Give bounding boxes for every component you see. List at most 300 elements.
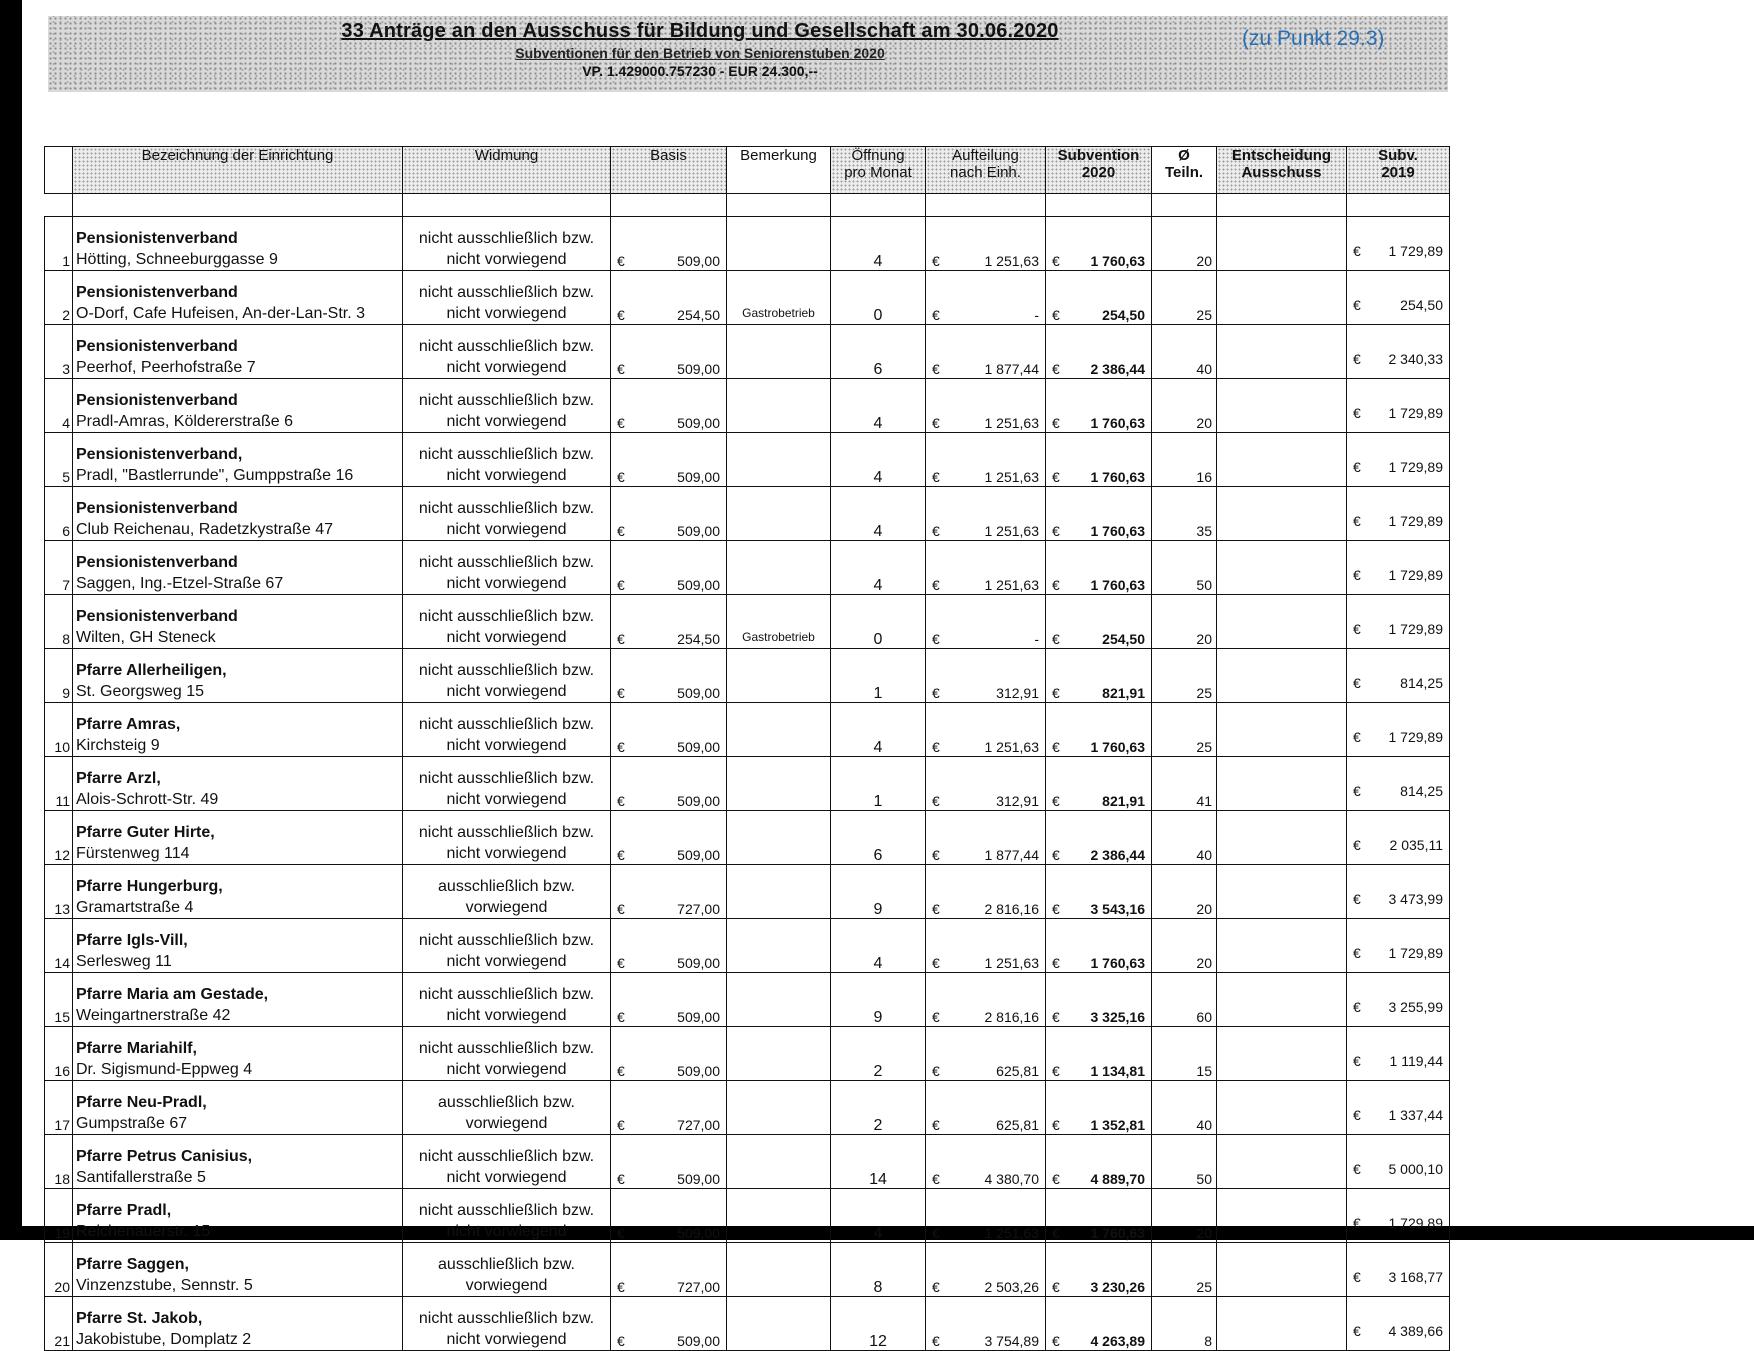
entscheidung-cell[interactable] xyxy=(1217,973,1347,1027)
row-number: 1 xyxy=(45,217,73,271)
basis-cell xyxy=(611,1189,727,1243)
currency-symbol: € xyxy=(617,1279,625,1295)
widmung-cell xyxy=(403,487,611,541)
subvention-cell xyxy=(1046,1297,1152,1351)
widmung-line-1: ausschließlich bzw. xyxy=(438,1094,575,1111)
widmung-line-1: nicht ausschließlich bzw. xyxy=(418,284,595,301)
facility-name-cell xyxy=(73,649,403,703)
basis-cell xyxy=(611,757,727,811)
currency-symbol: € xyxy=(617,1009,625,1025)
aufteilung-value: 1 251,63 xyxy=(984,955,1039,971)
basis-cell xyxy=(611,649,727,703)
table-row xyxy=(45,1189,1450,1243)
subvention-value: 1 760,63 xyxy=(1090,577,1145,593)
subvention-value: 4 889,70 xyxy=(1090,1171,1145,1187)
currency-symbol: € xyxy=(932,1063,940,1079)
entscheidung-cell[interactable] xyxy=(1217,595,1347,649)
widmung-cell xyxy=(403,1297,611,1351)
table-row xyxy=(45,757,1450,811)
currency-symbol: € xyxy=(932,1225,940,1241)
bemerkung-cell xyxy=(727,541,831,595)
aufteilung-value: - xyxy=(1034,631,1039,647)
organization-name: Pfarre Maria am Gestade, xyxy=(76,986,269,1003)
widmung-cell xyxy=(403,703,611,757)
bemerkung-cell xyxy=(727,1027,831,1081)
bemerkung-cell xyxy=(727,325,831,379)
aufteilung-value: 2 816,16 xyxy=(984,901,1039,917)
currency-symbol: € xyxy=(617,253,625,269)
oeffnung-cell: 4 xyxy=(831,379,926,433)
currency-symbol: € xyxy=(932,1117,940,1133)
facility-name-cell xyxy=(73,541,403,595)
currency-symbol: € xyxy=(1052,847,1060,863)
widmung-cell xyxy=(403,541,611,595)
organization-name: Pensionistenverband, xyxy=(76,446,243,463)
widmung-line-1: nicht ausschließlich bzw. xyxy=(418,1310,595,1327)
subvention-cell xyxy=(1046,919,1152,973)
widmung-line-2: nicht vorwiegend xyxy=(446,737,567,754)
currency-symbol: € xyxy=(1353,1269,1361,1285)
currency-symbol: € xyxy=(1353,1215,1361,1231)
teilnehmer-cell: 40 xyxy=(1152,1081,1217,1135)
row-number: 14 xyxy=(45,919,73,973)
row-number: 6 xyxy=(45,487,73,541)
currency-symbol: € xyxy=(1353,783,1361,799)
currency-symbol: € xyxy=(1353,1161,1361,1177)
bemerkung-cell xyxy=(727,433,831,487)
widmung-cell xyxy=(403,1027,611,1081)
aufteilung-value: - xyxy=(1034,307,1039,323)
aufteilung-value: 2 816,16 xyxy=(984,1009,1039,1025)
spacer-cell xyxy=(831,194,926,217)
currency-symbol: € xyxy=(617,847,625,863)
aufteilung-cell xyxy=(926,1027,1046,1081)
aufteilung-cell xyxy=(926,649,1046,703)
entscheidung-cell[interactable] xyxy=(1217,703,1347,757)
table-row xyxy=(45,487,1450,541)
currency-symbol: € xyxy=(1052,955,1060,971)
subsidy-table-wrapper xyxy=(44,146,1450,1351)
entscheidung-cell[interactable] xyxy=(1217,433,1347,487)
entscheidung-cell[interactable] xyxy=(1217,379,1347,433)
oeffnung-cell: 0 xyxy=(831,595,926,649)
subv2019-value: 1 119,44 xyxy=(1389,1053,1443,1069)
organization-name: Pensionistenverband xyxy=(76,500,238,517)
table-row xyxy=(45,865,1450,919)
oeffnung-cell: 8 xyxy=(831,1243,926,1297)
entscheidung-cell[interactable] xyxy=(1217,649,1347,703)
widmung-line-2: nicht vorwiegend xyxy=(446,1061,567,1078)
widmung-line-2: nicht vorwiegend xyxy=(446,683,567,700)
currency-symbol: € xyxy=(617,739,625,755)
facility-address: Santifallerstraße 5 xyxy=(76,1169,206,1186)
basis-value: 509,00 xyxy=(677,793,720,809)
widmung-cell xyxy=(403,217,611,271)
table-row xyxy=(45,271,1450,325)
aufteilung-value: 625,81 xyxy=(996,1117,1039,1133)
subv2019-value: 1 729,89 xyxy=(1388,513,1443,529)
organization-name: Pensionistenverband xyxy=(76,608,238,625)
aufteilung-value: 1 251,63 xyxy=(984,577,1039,593)
basis-cell xyxy=(611,1243,727,1297)
subv2019-cell xyxy=(1347,919,1450,973)
bemerkung-cell xyxy=(727,1189,831,1243)
aufteilung-cell xyxy=(926,325,1046,379)
teilnehmer-cell: 8 xyxy=(1152,1297,1217,1351)
basis-value: 509,00 xyxy=(677,415,720,431)
teilnehmer-cell: 15 xyxy=(1152,1027,1217,1081)
currency-symbol: € xyxy=(617,415,625,431)
widmung-line-2: nicht vorwiegend xyxy=(446,467,567,484)
widmung-line-2: nicht vorwiegend xyxy=(446,791,567,808)
row-number: 19 xyxy=(45,1189,73,1243)
spacer-cell xyxy=(727,194,831,217)
currency-symbol: € xyxy=(1052,1063,1060,1079)
currency-symbol: € xyxy=(1052,1117,1060,1133)
entscheidung-cell[interactable] xyxy=(1217,757,1347,811)
spacer-cell xyxy=(403,194,611,217)
table-row xyxy=(45,595,1450,649)
organization-name: Pfarre Hungerburg, xyxy=(76,878,223,895)
subv2019-cell xyxy=(1347,433,1450,487)
spacer-cell xyxy=(1152,194,1217,217)
widmung-cell xyxy=(403,649,611,703)
widmung-cell xyxy=(403,1135,611,1189)
aufteilung-value: 1 251,63 xyxy=(984,415,1039,431)
widmung-line-2: nicht vorwiegend xyxy=(446,1007,567,1024)
subv2019-cell xyxy=(1347,1243,1450,1297)
subv2019-value: 1 729,89 xyxy=(1388,945,1443,961)
entscheidung-cell[interactable] xyxy=(1217,1243,1347,1297)
widmung-line-2: nicht vorwiegend xyxy=(446,845,567,862)
entscheidung-cell[interactable] xyxy=(1217,1027,1347,1081)
subv2019-value: 1 729,89 xyxy=(1388,1215,1443,1231)
subvention-value: 4 263,89 xyxy=(1090,1333,1145,1349)
subv2019-cell xyxy=(1347,865,1450,919)
facility-name-cell xyxy=(73,595,403,649)
subv2019-value: 2 035,11 xyxy=(1389,837,1443,853)
teilnehmer-cell: 40 xyxy=(1152,811,1217,865)
aufteilung-cell xyxy=(926,1081,1046,1135)
organization-name: Pensionistenverband xyxy=(76,554,238,571)
aufteilung-value: 3 754,89 xyxy=(984,1333,1039,1349)
widmung-line-2: nicht vorwiegend xyxy=(446,953,567,970)
basis-cell xyxy=(611,271,727,325)
currency-symbol: € xyxy=(1353,513,1361,529)
bemerkung-cell xyxy=(727,811,831,865)
col-basis-header: Basis xyxy=(611,147,727,194)
organization-name: Pfarre Guter Hirte, xyxy=(76,824,215,841)
oeffnung-cell: 1 xyxy=(831,649,926,703)
facility-name-cell xyxy=(73,811,403,865)
subv2019-value: 3 168,77 xyxy=(1388,1269,1443,1285)
currency-symbol: € xyxy=(617,793,625,809)
oeffnung-cell: 2 xyxy=(831,1027,926,1081)
table-row xyxy=(45,325,1450,379)
currency-symbol: € xyxy=(1353,945,1361,961)
col-entscheidung-header: Entscheidung Ausschuss xyxy=(1217,147,1347,194)
subvention-value: 1 760,63 xyxy=(1090,415,1145,431)
subvention-cell xyxy=(1046,325,1152,379)
currency-symbol: € xyxy=(1353,459,1361,475)
facility-address: Gumpstraße 67 xyxy=(76,1115,188,1132)
row-number: 21 xyxy=(45,1297,73,1351)
currency-symbol: € xyxy=(1353,1107,1361,1123)
row-number: 10 xyxy=(45,703,73,757)
currency-symbol: € xyxy=(1052,1225,1060,1241)
col-widmung-header: Widmung xyxy=(403,147,611,194)
aufteilung-cell xyxy=(926,919,1046,973)
basis-value: 509,00 xyxy=(677,523,720,539)
teilnehmer-cell: 25 xyxy=(1152,649,1217,703)
entscheidung-cell[interactable] xyxy=(1217,487,1347,541)
widmung-line-1: ausschließlich bzw. xyxy=(438,878,575,895)
facility-name-cell xyxy=(73,865,403,919)
currency-symbol: € xyxy=(1052,1171,1060,1187)
spacer-cell xyxy=(1046,194,1152,217)
row-number: 5 xyxy=(45,433,73,487)
subvention-value: 1 760,63 xyxy=(1090,253,1145,269)
facility-address: Weingartnerstraße 42 xyxy=(76,1007,231,1024)
col-teilnehmer-header: Ø Teiln. xyxy=(1152,147,1217,194)
bemerkung-cell xyxy=(727,703,831,757)
facility-address: Club Reichenau, Radetzkystraße 47 xyxy=(76,521,334,538)
spacer-cell xyxy=(73,194,403,217)
currency-symbol: € xyxy=(1052,901,1060,917)
facility-address: Pradl, "Bastlerrunde", Gumppstraße 16 xyxy=(76,467,354,484)
subvention-value: 254,50 xyxy=(1102,631,1145,647)
facility-name-cell xyxy=(73,271,403,325)
basis-value: 509,00 xyxy=(677,1171,720,1187)
subvention-cell xyxy=(1046,973,1152,1027)
currency-symbol: € xyxy=(1052,1009,1060,1025)
facility-address: Reichenauerstr. 15 xyxy=(76,1223,211,1240)
organization-name: Pfarre Allerheiligen, xyxy=(76,662,227,679)
entscheidung-cell[interactable] xyxy=(1217,919,1347,973)
currency-symbol: € xyxy=(1353,675,1361,691)
subvention-value: 1 760,63 xyxy=(1090,739,1145,755)
currency-symbol: € xyxy=(1353,297,1361,313)
facility-name-cell xyxy=(73,703,403,757)
aufteilung-cell xyxy=(926,865,1046,919)
table-row xyxy=(45,433,1450,487)
aufteilung-value: 1 877,44 xyxy=(984,847,1039,863)
widmung-line-1: nicht ausschließlich bzw. xyxy=(418,770,595,787)
basis-cell xyxy=(611,1297,727,1351)
oeffnung-cell: 12 xyxy=(831,1297,926,1351)
organization-name: Pfarre Arzl, xyxy=(76,770,161,787)
basis-value: 509,00 xyxy=(677,739,720,755)
subvention-value: 821,91 xyxy=(1102,793,1145,809)
facility-address: Saggen, Ing.-Etzel-Straße 67 xyxy=(76,575,284,592)
entscheidung-cell[interactable] xyxy=(1217,217,1347,271)
organization-name: Pfarre Pradl, xyxy=(76,1202,172,1219)
currency-symbol: € xyxy=(932,361,940,377)
currency-symbol: € xyxy=(932,955,940,971)
basis-cell xyxy=(611,541,727,595)
entscheidung-cell[interactable] xyxy=(1217,865,1347,919)
widmung-cell xyxy=(403,973,611,1027)
table-row xyxy=(45,1243,1450,1297)
table-row xyxy=(45,811,1450,865)
facility-name-cell xyxy=(73,487,403,541)
subvention-cell xyxy=(1046,379,1152,433)
subv2019-cell xyxy=(1347,1189,1450,1243)
facility-name-cell xyxy=(73,757,403,811)
currency-symbol: € xyxy=(617,955,625,971)
teilnehmer-cell: 20 xyxy=(1152,595,1217,649)
subv2019-cell xyxy=(1347,649,1450,703)
facility-address: Hötting, Schneeburggasse 9 xyxy=(76,251,278,268)
teilnehmer-cell: 40 xyxy=(1152,325,1217,379)
subvention-value: 821,91 xyxy=(1102,685,1145,701)
table-row xyxy=(45,217,1450,271)
facility-address: Fürstenweg 114 xyxy=(76,845,190,862)
widmung-cell xyxy=(403,1189,611,1243)
facility-address: O-Dorf, Cafe Hufeisen, An-der-Lan-Str. 3 xyxy=(76,305,366,322)
subv2019-value: 1 729,89 xyxy=(1388,729,1443,745)
oeffnung-cell: 14 xyxy=(831,1135,926,1189)
col-oeffnung-header: Öffnung pro Monat xyxy=(831,147,926,194)
currency-symbol: € xyxy=(932,1333,940,1349)
subvention-cell xyxy=(1046,1027,1152,1081)
aufteilung-cell xyxy=(926,1189,1046,1243)
facility-address: Alois-Schrott-Str. 49 xyxy=(76,791,219,808)
subv2019-value: 3 255,99 xyxy=(1388,999,1443,1015)
spacer-cell xyxy=(611,194,727,217)
organization-name: Pfarre Igls-Vill, xyxy=(76,932,188,949)
col-subvention-header: Subvention 2020 xyxy=(1046,147,1152,194)
facility-address: Dr. Sigismund-Eppweg 4 xyxy=(76,1061,253,1078)
widmung-line-1: nicht ausschließlich bzw. xyxy=(418,500,595,517)
widmung-line-1: nicht ausschließlich bzw. xyxy=(418,608,595,625)
subvention-value: 3 543,16 xyxy=(1090,901,1145,917)
subv2019-cell xyxy=(1347,379,1450,433)
widmung-line-2: vorwiegend xyxy=(465,1277,548,1294)
row-number: 9 xyxy=(45,649,73,703)
currency-symbol: € xyxy=(932,793,940,809)
teilnehmer-cell: 20 xyxy=(1152,919,1217,973)
subvention-cell xyxy=(1046,217,1152,271)
widmung-line-2: nicht vorwiegend xyxy=(446,1331,567,1348)
oeffnung-cell: 0 xyxy=(831,271,926,325)
facility-name-cell xyxy=(73,1027,403,1081)
aufteilung-value: 1 251,63 xyxy=(984,469,1039,485)
basis-cell xyxy=(611,811,727,865)
bemerkung-cell xyxy=(727,1081,831,1135)
bemerkung-cell xyxy=(727,379,831,433)
widmung-line-2: nicht vorwiegend xyxy=(446,1169,567,1186)
basis-cell xyxy=(611,973,727,1027)
facility-name-cell xyxy=(73,379,403,433)
subv2019-cell xyxy=(1347,1027,1450,1081)
row-number: 17 xyxy=(45,1081,73,1135)
currency-symbol: € xyxy=(1052,685,1060,701)
entscheidung-cell[interactable] xyxy=(1217,1297,1347,1351)
col-bemerkung-header: Bemerkung xyxy=(727,147,831,194)
subv2019-value: 4 389,66 xyxy=(1388,1323,1443,1339)
oeffnung-cell: 1 xyxy=(831,757,926,811)
facility-name-cell xyxy=(73,973,403,1027)
subv2019-cell xyxy=(1347,487,1450,541)
widmung-line-2: nicht vorwiegend xyxy=(446,251,567,268)
subv2019-cell xyxy=(1347,1135,1450,1189)
basis-cell xyxy=(611,595,727,649)
row-number: 7 xyxy=(45,541,73,595)
row-number: 18 xyxy=(45,1135,73,1189)
table-row xyxy=(45,973,1450,1027)
facility-name-cell xyxy=(73,919,403,973)
basis-value: 509,00 xyxy=(677,1333,720,1349)
widmung-line-1: nicht ausschließlich bzw. xyxy=(418,824,595,841)
entscheidung-cell[interactable] xyxy=(1217,541,1347,595)
row-number: 4 xyxy=(45,379,73,433)
subv2019-cell xyxy=(1347,1297,1450,1351)
organization-name: Pfarre Amras, xyxy=(76,716,181,733)
subvention-cell xyxy=(1046,541,1152,595)
document-header xyxy=(250,20,1150,79)
table-row xyxy=(45,1297,1450,1351)
subv2019-cell xyxy=(1347,217,1450,271)
currency-symbol: € xyxy=(1353,729,1361,745)
facility-name-cell xyxy=(73,1135,403,1189)
entscheidung-cell[interactable] xyxy=(1217,811,1347,865)
bemerkung-cell xyxy=(727,919,831,973)
oeffnung-cell: 4 xyxy=(831,541,926,595)
subv2019-value: 814,25 xyxy=(1400,675,1443,691)
currency-symbol: € xyxy=(1052,253,1060,269)
col-index-header xyxy=(45,147,73,194)
scan-edge-left xyxy=(0,0,22,1240)
organization-name: Pensionistenverband xyxy=(76,284,238,301)
organization-name: Pensionistenverband xyxy=(76,392,238,409)
subvention-cell xyxy=(1046,1243,1152,1297)
currency-symbol: € xyxy=(1052,1333,1060,1349)
basis-cell xyxy=(611,433,727,487)
entscheidung-cell[interactable] xyxy=(1217,325,1347,379)
currency-symbol: € xyxy=(1353,837,1361,853)
entscheidung-cell[interactable] xyxy=(1217,1135,1347,1189)
aufteilung-value: 312,91 xyxy=(996,793,1039,809)
widmung-line-1: nicht ausschließlich bzw. xyxy=(418,446,595,463)
subv2019-value: 1 337,44 xyxy=(1388,1107,1443,1123)
teilnehmer-cell: 50 xyxy=(1152,1135,1217,1189)
currency-symbol: € xyxy=(1052,361,1060,377)
currency-symbol: € xyxy=(617,469,625,485)
subvention-value: 2 386,44 xyxy=(1090,361,1145,377)
aufteilung-cell xyxy=(926,217,1046,271)
currency-symbol: € xyxy=(617,685,625,701)
facility-address: Peerhof, Peerhofstraße 7 xyxy=(76,359,256,376)
basis-value: 509,00 xyxy=(677,685,720,701)
facility-address: Jakobistube, Domplatz 2 xyxy=(76,1331,252,1348)
facility-name-cell xyxy=(73,1243,403,1297)
entscheidung-cell[interactable] xyxy=(1217,1081,1347,1135)
entscheidung-cell[interactable] xyxy=(1217,271,1347,325)
currency-symbol: € xyxy=(932,739,940,755)
subv2019-value: 3 473,99 xyxy=(1388,891,1443,907)
subv2019-cell xyxy=(1347,703,1450,757)
widmung-cell xyxy=(403,271,611,325)
currency-symbol: € xyxy=(1052,577,1060,593)
document-title: 33 Anträge an den Ausschuss für Bildung und Gesellschaft am 30.06.2020 xyxy=(341,20,1059,42)
widmung-line-1: nicht ausschließlich bzw. xyxy=(418,716,595,733)
entscheidung-cell[interactable] xyxy=(1217,1189,1347,1243)
bemerkung-cell xyxy=(727,1297,831,1351)
aufteilung-cell xyxy=(926,811,1046,865)
currency-symbol: € xyxy=(1353,243,1361,259)
spacer-cell xyxy=(926,194,1046,217)
